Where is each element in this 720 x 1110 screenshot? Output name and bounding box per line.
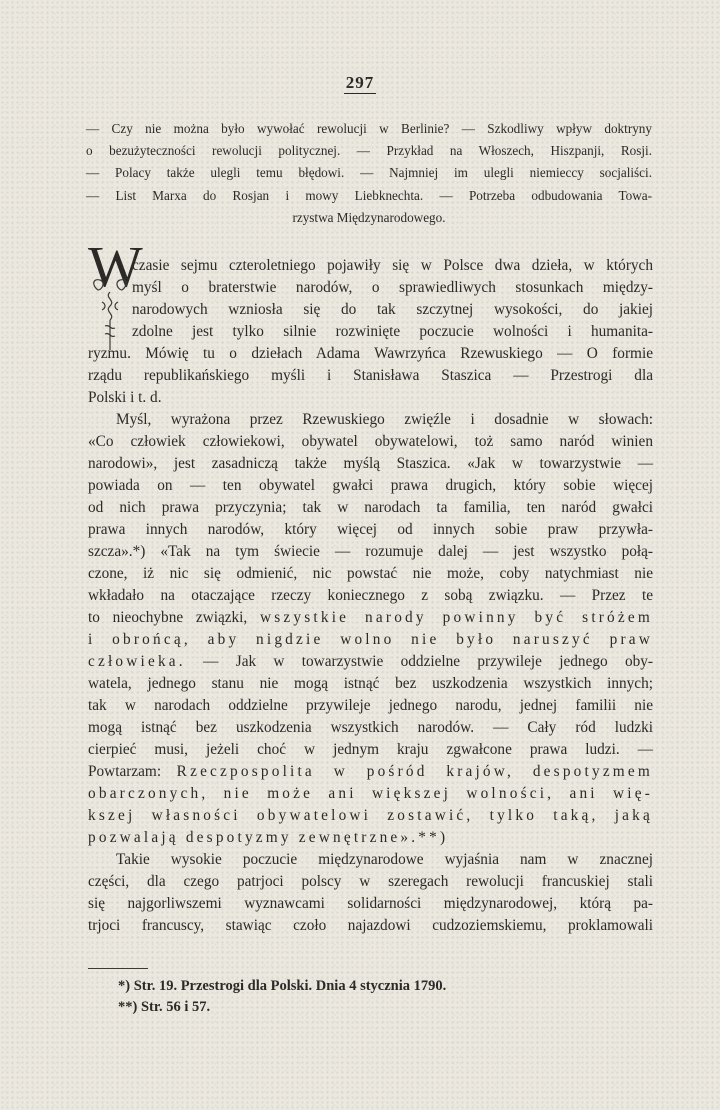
text-line — [88, 607, 653, 629]
text-span: — Jak w towarzystwie oddzielne przywileje jednego oby- — [203, 653, 654, 670]
text-line: tak w narodach oddzielne przywileje jednego narodu, jednej familii nie — [88, 697, 653, 714]
text-line: Polski i t. d. — [88, 389, 162, 406]
summary-line: — Polacy także ulegli temu błędowi. — Najmniej im ulegli niemieccy socjaliści. — [86, 165, 652, 181]
page-number-text: 297 — [345, 73, 375, 92]
text-line: mogą istnąć bez uszkodzenia wszystkich narodów. — Cały ród ludzki — [88, 719, 653, 736]
text-span: to nieochybne związki, — [88, 609, 248, 626]
text-line: myśl o braterstwie narodów, o sprawiedliwych stosunkach między- — [132, 279, 653, 296]
footnote-divider — [88, 968, 148, 969]
text-line: watela, jednego stanu nie mogą istnąć bez uszkodzenia wszystkich innych; — [88, 675, 653, 692]
emphasis-span: wszystkie narody powinny być stróżem — [260, 609, 653, 626]
text-line: i obrońcą, aby nigdzie wolno nie było naruszyć praw — [88, 631, 653, 648]
text-line: wkładało na otaczające rzeczy koniecznego z sobą związku. — Przez te — [88, 587, 653, 604]
body-text — [88, 255, 653, 937]
footnote: *) Str. 19. Przestrogi dla Polski. Dnia 4 stycznia 1790. — [118, 978, 447, 994]
text-line: narodowych wzniosła się do tak szczytnej wysokości, do jakiej — [132, 301, 653, 318]
page-number — [0, 73, 720, 94]
text-line: cierpieć musi, jeżeli choć w jednym kraju zgwałcone prawa ludzi. — — [88, 741, 653, 758]
text-line: narodowi», jest zasadniczą także myślą Staszica. «Jak w towarzystwie — — [88, 455, 653, 472]
text-line: zdolne jest tylko silnie rozwinięte poczucie wolności i humanita- — [132, 323, 653, 340]
summary-line: rzystwa Międzynarodowego. — [292, 209, 446, 225]
footnotes — [118, 976, 638, 1018]
text-line — [88, 651, 653, 673]
text-line — [88, 761, 653, 783]
text-line: kszej własności obywatelowi zostawić, tylko taką, jaką — [88, 807, 653, 824]
text-line: czone, iż nic się odmienić, nic powstać nie może, coby natychmiast nie — [88, 565, 653, 582]
summary-line: — List Marxa do Rosjan i mowy Liebknechta. — Potrzeba odbudowania Towa- — [86, 187, 652, 203]
summary-line: o bezużyteczności rewolucji politycznej. — Przykład na Włoszech, Hiszpanji, Rosji. — [86, 143, 652, 159]
chapter-summary — [86, 118, 652, 229]
text-line: rządu republikańskiego myśli i Stanisława Staszica — Przestrogi dla — [88, 367, 653, 384]
text-line: ryzmu. Mówię tu o dziełach Adama Wawrzyńca Rzewuskiego — O formie — [88, 345, 653, 362]
text-line: szcza».*) «Tak na tym świecie — rozumuje dalej — jest wszystko połą- — [88, 543, 653, 560]
footnote: **) Str. 56 i 57. — [118, 999, 211, 1015]
text-line: «Co człowiek człowiekowi, obywatel obywatelowi, toż samo naród winien — [88, 433, 653, 450]
summary-line: — Czy nie można było wywołać rewolucji w Berlinie? — Szkodliwy wpływ doktryny — [86, 121, 652, 136]
text-line: trjoci francuscy, stawiąc czoło najazdowi cudzoziemskiemu, proklamowali — [88, 917, 653, 934]
text-line: Myśl, wyrażona przez Rzewuskiego zwięźle i dosadnie w słowach: — [116, 411, 653, 428]
drop-cap-letter: W — [88, 234, 143, 299]
text-span: Powtarzam: — [88, 763, 162, 780]
text-line: powiada on — ten obywatel gwałci prawa drugich, który sobie więcej — [88, 477, 653, 494]
text-line: czasie sejmu czteroletniego pojawiły się w Polsce dwa dzieła, w których — [132, 257, 653, 274]
text-line: Takie wysokie poczucie międzynarodowe wyjaśnia nam w znacznej — [116, 851, 653, 868]
text-line: od nich prawa przyczynia; tak w narodach ta familia, ten naród gwałci — [88, 499, 653, 516]
text-line: prawa innych narodów, który więcej od innych sobie praw przywła- — [88, 521, 653, 538]
text-line: obarczonych, nie może ani większej wolności, ani wię- — [88, 785, 653, 802]
text-line: pozwalają despotyzmy zewnętrzne».**) — [88, 829, 449, 846]
emphasis-span: Rzeczpospolita w pośród krajów, despotyzmem — [176, 763, 653, 780]
emphasis-span: człowieka. — [88, 653, 186, 670]
text-line: się najgorliwszemi wyznawcami solidarności międzynarodowej, którą pa- — [88, 895, 653, 912]
text-line: części, dla czego patrjoci polscy w szeregach rewolucji francuskiej stali — [88, 873, 653, 890]
